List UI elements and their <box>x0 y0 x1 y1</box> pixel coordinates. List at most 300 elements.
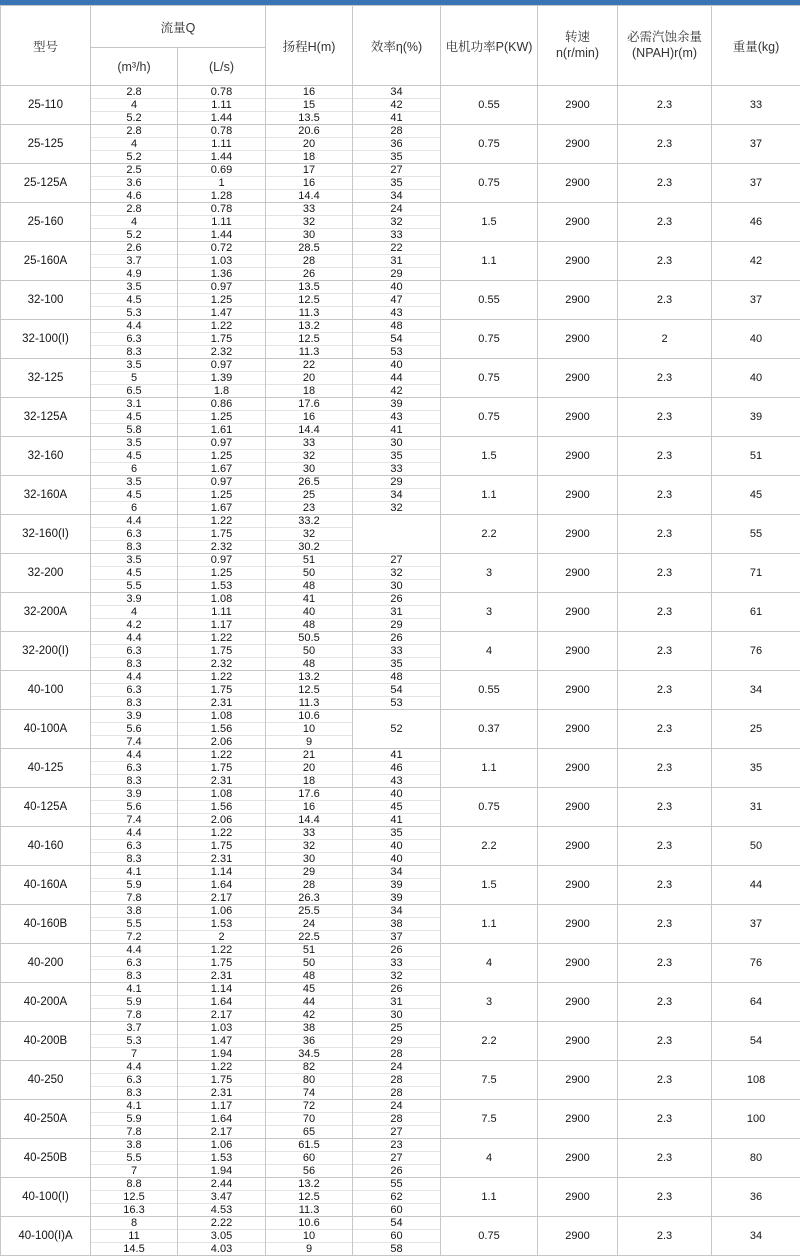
npsh-cell: 2 <box>618 320 712 359</box>
flow-m3h-cell: 3.7 <box>91 255 178 268</box>
flow-ls-cell: 2.32 <box>178 346 266 359</box>
head-cell: 20 <box>266 138 353 151</box>
table-row <box>1 203 800 216</box>
flow-m3h-cell: 4.4 <box>91 749 178 762</box>
weight-cell: 76 <box>712 632 800 671</box>
efficiency-cell: 24 <box>353 203 441 216</box>
speed-cell: 2900 <box>538 515 618 554</box>
weight-cell: 54 <box>712 1022 800 1061</box>
flow-m3h-cell: 3.5 <box>91 554 178 567</box>
table-row <box>1 710 800 723</box>
npsh-cell: 2.3 <box>618 905 712 944</box>
head-cell: 56 <box>266 1165 353 1178</box>
head-cell: 80 <box>266 1074 353 1087</box>
efficiency-cell: 40 <box>353 281 441 294</box>
flow-m3h-cell: 4.1 <box>91 983 178 996</box>
efficiency-cell: 35 <box>353 658 441 671</box>
power-cell: 4 <box>441 1139 538 1178</box>
head-cell: 25.5 <box>266 905 353 918</box>
speed-cell: 2900 <box>538 671 618 710</box>
efficiency-cell: 43 <box>353 411 441 424</box>
table-row <box>1 788 800 801</box>
head-cell: 32 <box>266 840 353 853</box>
power-cell: 2.2 <box>441 515 538 554</box>
head-cell: 17.6 <box>266 788 353 801</box>
speed-cell: 2900 <box>538 320 618 359</box>
flow-ls-cell: 1.06 <box>178 905 266 918</box>
flow-m3h-cell: 7.2 <box>91 931 178 944</box>
flow-m3h-cell: 4 <box>91 216 178 229</box>
flow-ls-cell: 1.06 <box>178 1139 266 1152</box>
header-power: 电机功率P(KW) <box>441 6 538 86</box>
header-weight: 重量(kg) <box>712 6 800 86</box>
flow-ls-cell: 1.22 <box>178 944 266 957</box>
flow-ls-cell: 1.8 <box>178 385 266 398</box>
power-cell: 7.5 <box>441 1061 538 1100</box>
efficiency-cell: 48 <box>353 671 441 684</box>
flow-ls-cell: 1.22 <box>178 1061 266 1074</box>
head-cell: 12.5 <box>266 1191 353 1204</box>
flow-m3h-cell: 8.3 <box>91 853 178 866</box>
head-cell: 22.5 <box>266 931 353 944</box>
flow-ls-cell: 1.28 <box>178 190 266 203</box>
head-cell: 12.5 <box>266 333 353 346</box>
model-cell: 25-110 <box>1 86 91 125</box>
flow-m3h-cell: 3.9 <box>91 593 178 606</box>
weight-cell: 100 <box>712 1100 800 1139</box>
speed-cell: 2900 <box>538 944 618 983</box>
efficiency-cell: 41 <box>353 749 441 762</box>
model-cell: 40-200 <box>1 944 91 983</box>
head-cell: 13.2 <box>266 320 353 333</box>
flow-ls-cell: 0.69 <box>178 164 266 177</box>
head-cell: 42 <box>266 1009 353 1022</box>
head-cell: 13.5 <box>266 112 353 125</box>
flow-m3h-cell: 3.9 <box>91 788 178 801</box>
head-cell: 60 <box>266 1152 353 1165</box>
npsh-cell: 2.3 <box>618 203 712 242</box>
flow-ls-cell: 1.44 <box>178 229 266 242</box>
flow-m3h-cell: 3.5 <box>91 281 178 294</box>
head-cell: 26 <box>266 268 353 281</box>
efficiency-cell: 35 <box>353 450 441 463</box>
flow-ls-cell: 1.75 <box>178 528 266 541</box>
speed-cell: 2900 <box>538 788 618 827</box>
flow-m3h-cell: 3.7 <box>91 1022 178 1035</box>
weight-cell: 61 <box>712 593 800 632</box>
flow-ls-cell: 1.75 <box>178 684 266 697</box>
flow-m3h-cell: 3.5 <box>91 437 178 450</box>
weight-cell: 42 <box>712 242 800 281</box>
head-cell: 33 <box>266 827 353 840</box>
model-cell: 32-125A <box>1 398 91 437</box>
power-cell: 1.1 <box>441 242 538 281</box>
efficiency-cell: 28 <box>353 1087 441 1100</box>
table-row <box>1 476 800 489</box>
npsh-cell: 2.3 <box>618 86 712 125</box>
flow-ls-cell: 1.56 <box>178 801 266 814</box>
efficiency-cell: 27 <box>353 1152 441 1165</box>
npsh-cell: 2.3 <box>618 1178 712 1217</box>
head-cell: 33 <box>266 203 353 216</box>
efficiency-cell: 62 <box>353 1191 441 1204</box>
efficiency-cell: 24 <box>353 1100 441 1113</box>
head-cell: 38 <box>266 1022 353 1035</box>
flow-m3h-cell: 4.2 <box>91 619 178 632</box>
table-row <box>1 1100 800 1113</box>
weight-cell: 33 <box>712 86 800 125</box>
flow-m3h-cell: 7 <box>91 1165 178 1178</box>
power-cell: 0.55 <box>441 86 538 125</box>
header-npsh-line1: 必需汽蚀余量 <box>627 29 703 44</box>
model-cell: 40-250 <box>1 1061 91 1100</box>
head-cell: 9 <box>266 1243 353 1256</box>
header-efficiency: 效率η(%) <box>353 6 441 86</box>
npsh-cell: 2.3 <box>618 554 712 593</box>
head-cell: 20 <box>266 372 353 385</box>
weight-cell: 39 <box>712 398 800 437</box>
efficiency-cell: 31 <box>353 996 441 1009</box>
flow-ls-cell: 1.22 <box>178 320 266 333</box>
flow-m3h-cell: 6.5 <box>91 385 178 398</box>
flow-ls-cell: 1.44 <box>178 151 266 164</box>
efficiency-cell: 33 <box>353 645 441 658</box>
flow-ls-cell: 1.75 <box>178 840 266 853</box>
flow-ls-cell: 0.72 <box>178 242 266 255</box>
efficiency-cell: 26 <box>353 983 441 996</box>
power-cell: 4 <box>441 944 538 983</box>
efficiency-cell: 26 <box>353 944 441 957</box>
flow-m3h-cell: 4.9 <box>91 268 178 281</box>
flow-m3h-cell: 2.5 <box>91 164 178 177</box>
flow-ls-cell: 1.03 <box>178 1022 266 1035</box>
table-row <box>1 1061 800 1074</box>
table-row <box>1 1022 800 1035</box>
npsh-cell: 2.3 <box>618 749 712 788</box>
head-cell: 21 <box>266 749 353 762</box>
model-cell: 40-100(I) <box>1 1178 91 1217</box>
efficiency-cell: 54 <box>353 333 441 346</box>
flow-m3h-cell: 4.4 <box>91 827 178 840</box>
table-row <box>1 125 800 138</box>
head-cell: 17.6 <box>266 398 353 411</box>
speed-cell: 2900 <box>538 242 618 281</box>
speed-cell: 2900 <box>538 1178 618 1217</box>
flow-ls-cell: 1.11 <box>178 99 266 112</box>
flow-ls-cell: 0.78 <box>178 203 266 216</box>
flow-ls-cell: 1.64 <box>178 996 266 1009</box>
weight-cell: 51 <box>712 437 800 476</box>
flow-ls-cell: 3.05 <box>178 1230 266 1243</box>
table-row <box>1 320 800 333</box>
weight-cell: 71 <box>712 554 800 593</box>
head-cell: 10 <box>266 723 353 736</box>
efficiency-cell: 42 <box>353 385 441 398</box>
speed-cell: 2900 <box>538 710 618 749</box>
head-cell: 70 <box>266 1113 353 1126</box>
head-cell: 50 <box>266 645 353 658</box>
efficiency-cell: 53 <box>353 346 441 359</box>
model-cell: 40-160 <box>1 827 91 866</box>
model-cell: 40-125A <box>1 788 91 827</box>
speed-cell: 2900 <box>538 86 618 125</box>
speed-cell: 2900 <box>538 866 618 905</box>
flow-ls-cell: 1.56 <box>178 723 266 736</box>
flow-m3h-cell: 7 <box>91 1048 178 1061</box>
head-cell: 11.3 <box>266 1204 353 1217</box>
flow-m3h-cell: 7.4 <box>91 736 178 749</box>
power-cell: 1.5 <box>441 203 538 242</box>
efficiency-cell: 47 <box>353 294 441 307</box>
head-cell: 10.6 <box>266 710 353 723</box>
efficiency-cell: 53 <box>353 697 441 710</box>
npsh-cell: 2.3 <box>618 671 712 710</box>
flow-ls-cell: 1.17 <box>178 619 266 632</box>
head-cell: 11.3 <box>266 307 353 320</box>
flow-ls-cell: 0.78 <box>178 125 266 138</box>
flow-m3h-cell: 5.5 <box>91 1152 178 1165</box>
flow-ls-cell: 1.25 <box>178 567 266 580</box>
model-cell: 25-160 <box>1 203 91 242</box>
flow-m3h-cell: 4.5 <box>91 567 178 580</box>
power-cell: 7.5 <box>441 1100 538 1139</box>
weight-cell: 35 <box>712 749 800 788</box>
head-cell: 18 <box>266 775 353 788</box>
table-row <box>1 281 800 294</box>
flow-ls-cell: 0.97 <box>178 281 266 294</box>
head-cell: 13.2 <box>266 671 353 684</box>
power-cell: 0.75 <box>441 788 538 827</box>
flow-ls-cell: 1.22 <box>178 671 266 684</box>
flow-ls-cell: 2.17 <box>178 1009 266 1022</box>
head-cell: 13.2 <box>266 1178 353 1191</box>
power-cell: 0.55 <box>441 671 538 710</box>
efficiency-cell: 37 <box>353 931 441 944</box>
flow-ls-cell: 1.61 <box>178 424 266 437</box>
model-cell: 32-200A <box>1 593 91 632</box>
power-cell: 2.2 <box>441 827 538 866</box>
weight-cell: 36 <box>712 1178 800 1217</box>
table-body <box>1 86 800 1256</box>
efficiency-cell: 32 <box>353 567 441 580</box>
efficiency-cell <box>353 515 441 554</box>
table-row <box>1 398 800 411</box>
speed-cell: 2900 <box>538 827 618 866</box>
flow-ls-cell: 1.44 <box>178 112 266 125</box>
npsh-cell: 2.3 <box>618 515 712 554</box>
efficiency-cell: 28 <box>353 125 441 138</box>
efficiency-cell: 33 <box>353 463 441 476</box>
flow-m3h-cell: 5.9 <box>91 996 178 1009</box>
npsh-cell: 2.3 <box>618 866 712 905</box>
flow-ls-cell: 2.06 <box>178 814 266 827</box>
npsh-cell: 2.3 <box>618 398 712 437</box>
flow-m3h-cell: 3.5 <box>91 359 178 372</box>
flow-ls-cell: 1.75 <box>178 762 266 775</box>
table-header <box>1 6 800 86</box>
flow-ls-cell: 1.75 <box>178 645 266 658</box>
head-cell: 28.5 <box>266 242 353 255</box>
flow-m3h-cell: 3.5 <box>91 476 178 489</box>
flow-ls-cell: 1.67 <box>178 502 266 515</box>
flow-m3h-cell: 6.3 <box>91 840 178 853</box>
head-cell: 48 <box>266 970 353 983</box>
flow-ls-cell: 2.31 <box>178 775 266 788</box>
weight-cell: 40 <box>712 320 800 359</box>
speed-cell: 2900 <box>538 1061 618 1100</box>
flow-m3h-cell: 6.3 <box>91 333 178 346</box>
power-cell: 1.1 <box>441 905 538 944</box>
efficiency-cell: 35 <box>353 151 441 164</box>
power-cell: 3 <box>441 983 538 1022</box>
head-cell: 34.5 <box>266 1048 353 1061</box>
flow-m3h-cell: 2.8 <box>91 86 178 99</box>
flow-ls-cell: 1.47 <box>178 307 266 320</box>
model-cell: 40-200B <box>1 1022 91 1061</box>
model-cell: 32-200(I) <box>1 632 91 671</box>
efficiency-cell: 33 <box>353 229 441 242</box>
flow-m3h-cell: 3.9 <box>91 710 178 723</box>
flow-ls-cell: 0.97 <box>178 359 266 372</box>
header-model: 型号 <box>1 6 91 86</box>
weight-cell: 37 <box>712 125 800 164</box>
table-row <box>1 632 800 645</box>
model-cell: 40-160B <box>1 905 91 944</box>
speed-cell: 2900 <box>538 1139 618 1178</box>
flow-m3h-cell: 16.3 <box>91 1204 178 1217</box>
power-cell: 0.55 <box>441 281 538 320</box>
model-cell: 40-250B <box>1 1139 91 1178</box>
flow-m3h-cell: 3.8 <box>91 905 178 918</box>
head-cell: 9 <box>266 736 353 749</box>
speed-cell: 2900 <box>538 164 618 203</box>
flow-ls-cell: 1.25 <box>178 294 266 307</box>
efficiency-cell: 32 <box>353 502 441 515</box>
efficiency-cell: 29 <box>353 268 441 281</box>
weight-cell: 37 <box>712 281 800 320</box>
flow-ls-cell: 2.31 <box>178 853 266 866</box>
efficiency-cell: 44 <box>353 372 441 385</box>
flow-ls-cell: 2 <box>178 931 266 944</box>
flow-m3h-cell: 8.3 <box>91 775 178 788</box>
flow-m3h-cell: 5.5 <box>91 918 178 931</box>
efficiency-cell: 26 <box>353 593 441 606</box>
model-cell: 40-200A <box>1 983 91 1022</box>
head-cell: 74 <box>266 1087 353 1100</box>
efficiency-cell: 29 <box>353 619 441 632</box>
speed-cell: 2900 <box>538 593 618 632</box>
efficiency-cell: 43 <box>353 775 441 788</box>
power-cell: 0.75 <box>441 1217 538 1256</box>
flow-ls-cell: 1 <box>178 177 266 190</box>
model-cell: 32-160 <box>1 437 91 476</box>
weight-cell: 45 <box>712 476 800 515</box>
flow-m3h-cell: 12.5 <box>91 1191 178 1204</box>
head-cell: 11.3 <box>266 346 353 359</box>
head-cell: 17 <box>266 164 353 177</box>
npsh-cell: 2.3 <box>618 710 712 749</box>
head-cell: 32 <box>266 450 353 463</box>
flow-ls-cell: 1.14 <box>178 983 266 996</box>
flow-ls-cell: 1.08 <box>178 788 266 801</box>
flow-m3h-cell: 8.3 <box>91 346 178 359</box>
power-cell: 1.1 <box>441 749 538 788</box>
efficiency-cell: 24 <box>353 1061 441 1074</box>
efficiency-cell: 28 <box>353 1074 441 1087</box>
weight-cell: 40 <box>712 359 800 398</box>
efficiency-cell: 38 <box>353 918 441 931</box>
weight-cell: 31 <box>712 788 800 827</box>
weight-cell: 25 <box>712 710 800 749</box>
flow-ls-cell: 1.53 <box>178 1152 266 1165</box>
flow-m3h-cell: 4.6 <box>91 190 178 203</box>
header-flow-ls: (L/s) <box>178 48 266 86</box>
header-npsh-line2: (NPAH)r(m) <box>632 45 698 60</box>
head-cell: 10 <box>266 1230 353 1243</box>
efficiency-cell: 31 <box>353 606 441 619</box>
efficiency-cell: 31 <box>353 255 441 268</box>
head-cell: 51 <box>266 944 353 957</box>
efficiency-cell: 39 <box>353 879 441 892</box>
head-cell: 44 <box>266 996 353 1009</box>
flow-ls-cell: 1.14 <box>178 866 266 879</box>
flow-ls-cell: 1.36 <box>178 268 266 281</box>
efficiency-cell: 40 <box>353 359 441 372</box>
power-cell: 3 <box>441 593 538 632</box>
flow-ls-cell: 1.25 <box>178 411 266 424</box>
efficiency-cell: 52 <box>353 710 441 749</box>
header-speed-line2: n(r/min) <box>555 45 600 60</box>
flow-ls-cell: 1.11 <box>178 138 266 151</box>
flow-m3h-cell: 8.3 <box>91 541 178 554</box>
efficiency-cell: 29 <box>353 476 441 489</box>
efficiency-cell: 25 <box>353 1022 441 1035</box>
efficiency-cell: 32 <box>353 970 441 983</box>
head-cell: 16 <box>266 177 353 190</box>
speed-cell: 2900 <box>538 749 618 788</box>
flow-m3h-cell: 6.3 <box>91 762 178 775</box>
table-row <box>1 1178 800 1191</box>
header-speed-line1: 转速 <box>565 29 591 44</box>
flow-m3h-cell: 6.3 <box>91 528 178 541</box>
efficiency-cell: 45 <box>353 801 441 814</box>
efficiency-cell: 54 <box>353 684 441 697</box>
model-cell: 40-250A <box>1 1100 91 1139</box>
head-cell: 36 <box>266 1035 353 1048</box>
weight-cell: 108 <box>712 1061 800 1100</box>
head-cell: 18 <box>266 151 353 164</box>
head-cell: 48 <box>266 619 353 632</box>
flow-m3h-cell: 6.3 <box>91 957 178 970</box>
flow-ls-cell: 1.17 <box>178 1100 266 1113</box>
table-row <box>1 671 800 684</box>
flow-ls-cell: 2.32 <box>178 658 266 671</box>
head-cell: 20.6 <box>266 125 353 138</box>
efficiency-cell: 58 <box>353 1243 441 1256</box>
head-cell: 14.4 <box>266 814 353 827</box>
flow-ls-cell: 2.32 <box>178 541 266 554</box>
head-cell: 29 <box>266 866 353 879</box>
flow-m3h-cell: 8.3 <box>91 1087 178 1100</box>
efficiency-cell: 27 <box>353 1126 441 1139</box>
flow-ls-cell: 4.53 <box>178 1204 266 1217</box>
table-row <box>1 359 800 372</box>
speed-cell: 2900 <box>538 1022 618 1061</box>
table-row <box>1 866 800 879</box>
head-cell: 10.6 <box>266 1217 353 1230</box>
head-cell: 30 <box>266 463 353 476</box>
npsh-cell: 2.3 <box>618 359 712 398</box>
